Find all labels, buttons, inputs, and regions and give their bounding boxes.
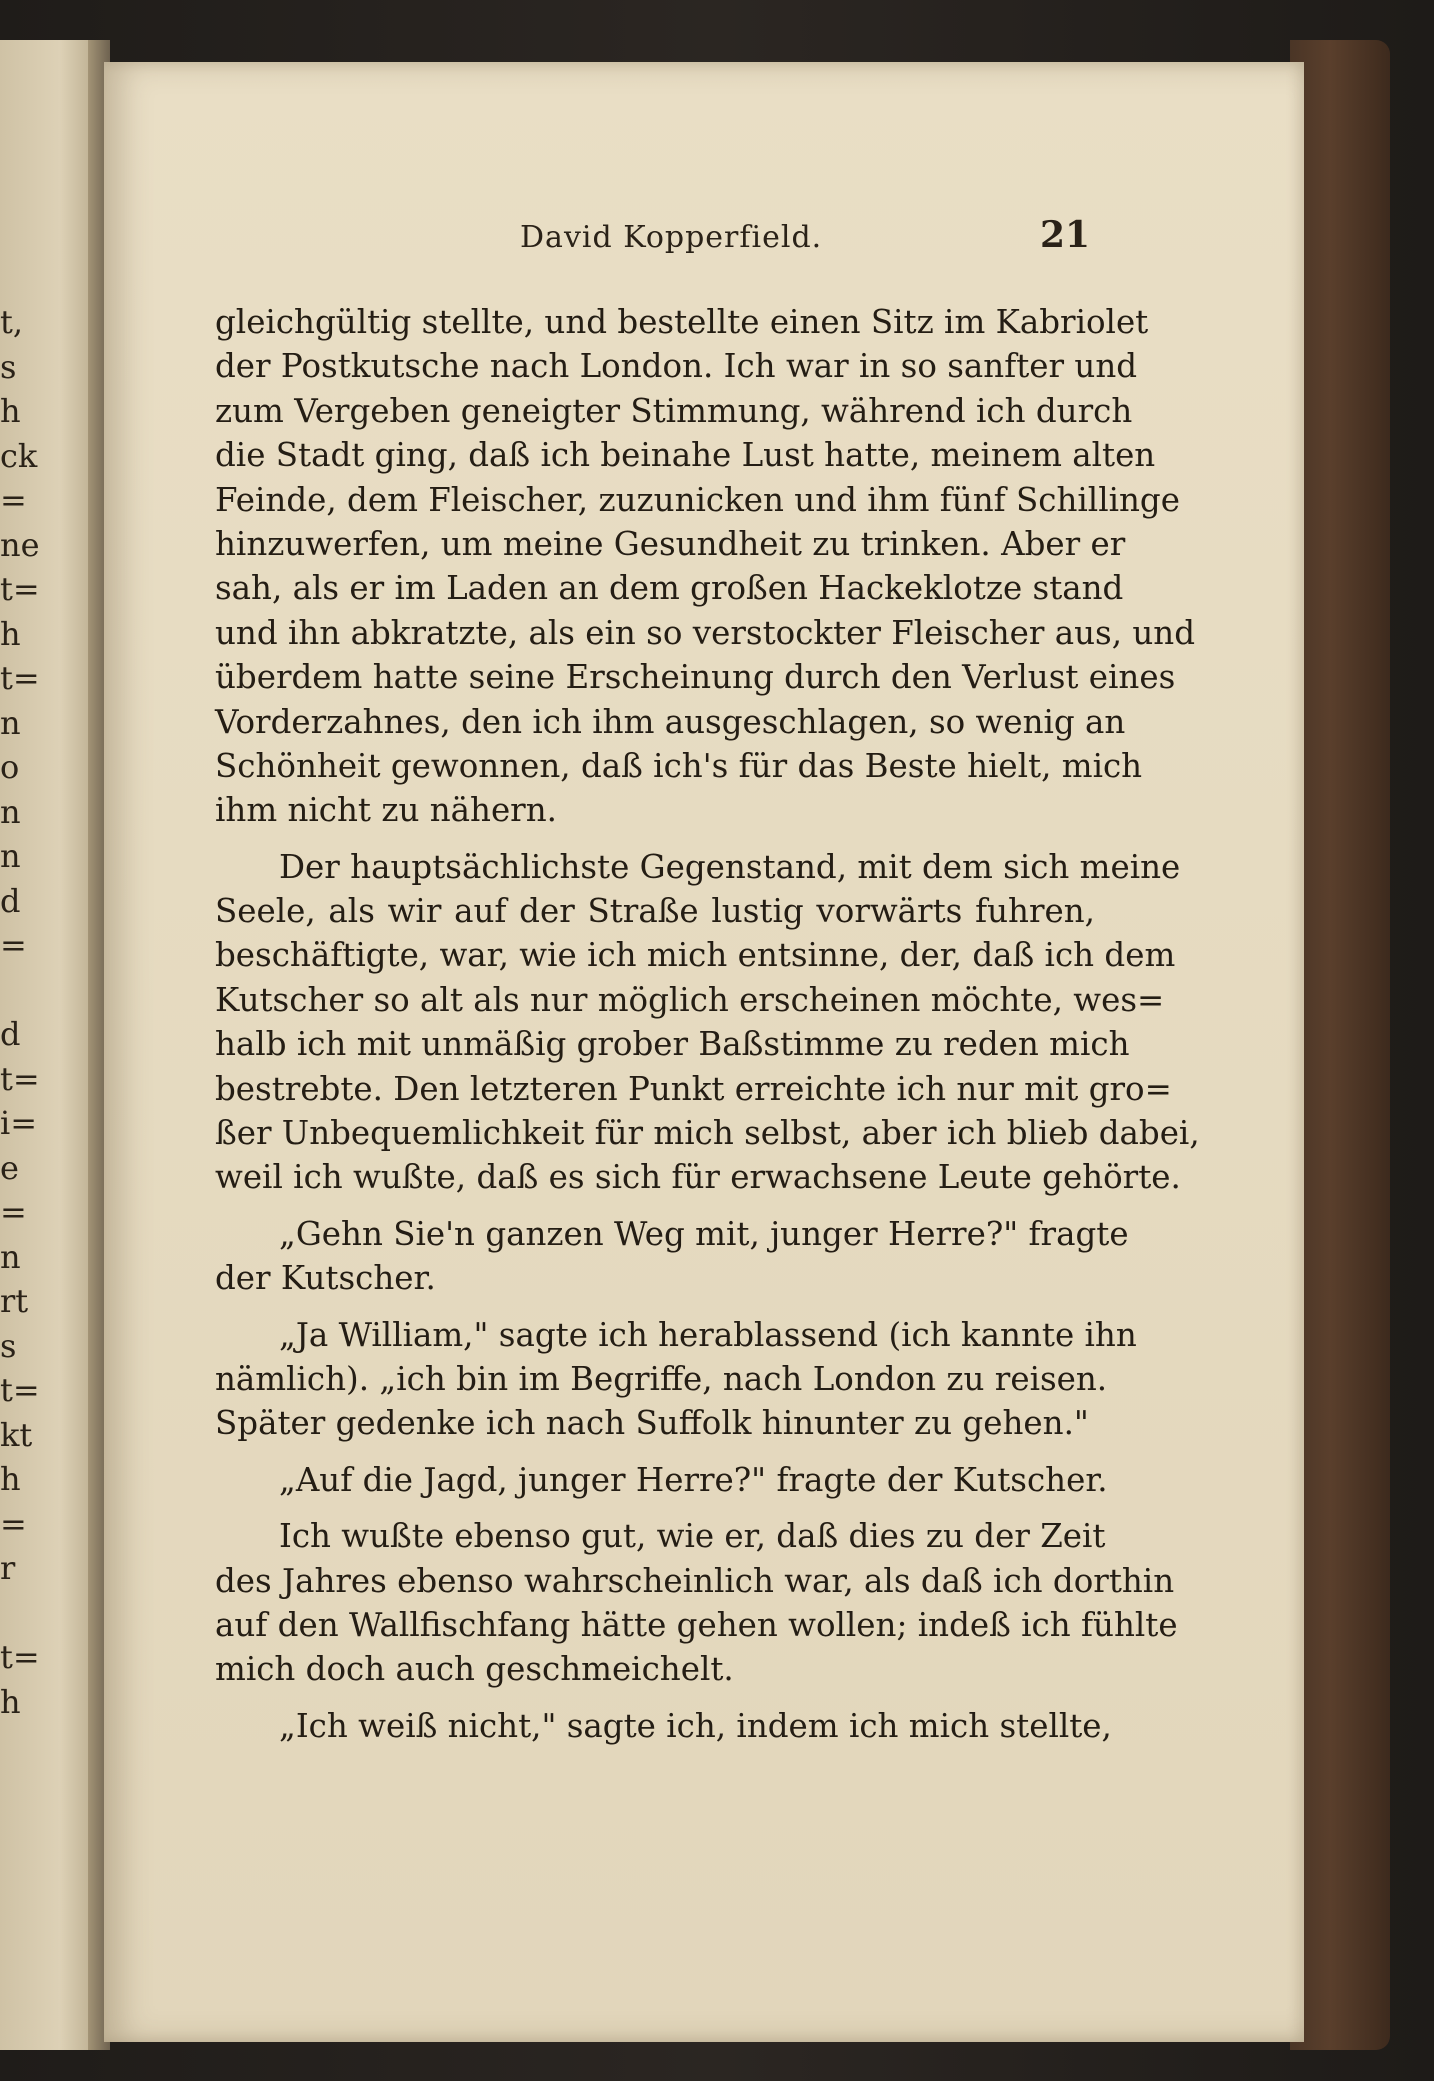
paragraph-gap bbox=[215, 833, 1095, 845]
text-line: „Ja William," sagte ich herablassend (ich kannte ihn bbox=[279, 1315, 1137, 1354]
paragraph-gap bbox=[215, 1200, 1095, 1212]
left-page-fragment bbox=[0, 968, 30, 1013]
running-head: David Kopperfield. bbox=[520, 220, 823, 255]
paragraph-gap bbox=[215, 1446, 1095, 1458]
text-line: „Auf die Jagd, junger Herre?" fragte der Kutscher. bbox=[279, 1460, 1108, 1499]
text-line: Seele, als wir auf der Straße lustig vorwärts fuhren, bbox=[215, 892, 1095, 931]
left-page-fragment: h bbox=[0, 614, 21, 653]
paragraph bbox=[215, 845, 1200, 1200]
page-number: 21 bbox=[1040, 214, 1091, 256]
text-line: halb ich mit unmäßig grober Baßstimme zu reden mich bbox=[215, 1025, 1130, 1064]
paragraph bbox=[215, 1514, 1178, 1692]
left-page-fragment: h bbox=[0, 1460, 21, 1498]
text-line: Vorderzahnes, den ich ihm ausgeschlagen, so wenig an bbox=[215, 702, 1126, 741]
text-line: mich doch auch geschmeichelt. bbox=[215, 1650, 734, 1689]
text-line: nämlich). „ich bin im Begriffe, nach London zu reisen. bbox=[215, 1359, 1108, 1398]
page-body-text bbox=[215, 300, 1200, 1748]
left-page-fragment: = bbox=[0, 1193, 27, 1231]
left-page-fragment: = bbox=[0, 926, 27, 964]
paragraph-gap bbox=[215, 1502, 1095, 1514]
left-page-fragment: t= bbox=[0, 1059, 40, 1098]
text-line: überdem hatte seine Erscheinung durch den Verlust eines bbox=[215, 658, 1176, 697]
text-line: auf den Wallfischfang hätte gehen wollen; indeß ich fühlte bbox=[215, 1605, 1178, 1644]
left-page-fragment: t= bbox=[0, 570, 40, 608]
text-line: Später gedenke ich nach Suffolk hinunter zu gehen." bbox=[215, 1404, 1089, 1443]
text-line: die Stadt ging, daß ich beinahe Lust hatte, meinem alten bbox=[215, 436, 1156, 475]
text-line: hinzuwerfen, um meine Gesundheit zu trinken. Aber er bbox=[215, 524, 1126, 563]
left-page-fragment: h bbox=[0, 392, 21, 430]
left-page-fragment: e bbox=[0, 1148, 19, 1187]
text-line: der Postkutsche nach London. Ich war in so sanfter und bbox=[215, 347, 1138, 386]
left-page-fragment: s bbox=[0, 347, 17, 386]
paragraph bbox=[215, 1458, 1108, 1502]
text-line: weil ich wußte, daß es sich für erwachsene Leute gehörte. bbox=[215, 1158, 1181, 1197]
left-page-fragment: o bbox=[0, 748, 20, 786]
text-line: Feinde, dem Fleischer, zuzunicken und ihm fünf Schillinge bbox=[215, 480, 1180, 519]
text-line: ßer Unbequemlichkeit für mich selbst, aber ich blieb dabei, bbox=[215, 1114, 1200, 1153]
paragraph-gap bbox=[215, 1301, 1095, 1313]
left-page-fragment: r bbox=[0, 1549, 16, 1587]
text-line: „Gehn Sie'n ganzen Weg mit, junger Herre?" fragte bbox=[279, 1214, 1129, 1253]
left-page-fragment: s bbox=[0, 1326, 17, 1365]
text-line: zum Vergeben geneigter Stimmung, während ich durch bbox=[215, 391, 1133, 430]
left-page-fragment: ck bbox=[0, 436, 38, 475]
paragraph bbox=[215, 1313, 1137, 1446]
left-page-fragment: h bbox=[0, 1682, 21, 1721]
text-line: und ihn abkratzte, als ein so verstockter Fleischer aus, und bbox=[215, 613, 1196, 652]
left-page-fragment: n bbox=[0, 792, 21, 831]
text-line: „Ich weiß nicht," sagte ich, indem ich mich stellte, bbox=[279, 1706, 1112, 1745]
left-page-fragment: t, bbox=[0, 303, 24, 341]
left-page-fragment: t= bbox=[0, 1638, 40, 1676]
paragraph bbox=[215, 1212, 1129, 1301]
left-page-fragment: rt bbox=[0, 1282, 29, 1320]
left-page-fragment: d bbox=[0, 881, 21, 920]
left-page-fragment bbox=[0, 1591, 30, 1636]
text-line: beschäftigte, war, wie ich mich entsinne, der, daß ich dem bbox=[215, 936, 1176, 975]
left-page-fragment: kt bbox=[0, 1415, 33, 1454]
text-line: Schönheit gewonnen, daß ich's für das Beste hielt, mich bbox=[215, 746, 1143, 785]
text-line: des Jahres ebenso wahrscheinlich war, als daß ich dorthin bbox=[215, 1561, 1175, 1600]
text-line: bestrebte. Den letzteren Punkt erreichte ich nur mit gro= bbox=[215, 1069, 1172, 1108]
text-line: Der hauptsächlichste Gegenstand, mit dem sich meine bbox=[279, 847, 1181, 886]
text-line: Ich wußte ebenso gut, wie er, daß dies zu der Zeit bbox=[279, 1517, 1106, 1556]
paragraph bbox=[215, 1704, 1112, 1748]
left-page-fragment: i= bbox=[0, 1104, 38, 1142]
left-page-fragment: ne bbox=[0, 525, 40, 564]
left-page-fragment: n bbox=[0, 703, 21, 742]
left-page-fragment: t= bbox=[0, 659, 40, 697]
left-page-fragment: = bbox=[0, 481, 27, 519]
left-page-fragment: t= bbox=[0, 1371, 40, 1409]
paragraph bbox=[215, 300, 1196, 833]
left-page-fragment: = bbox=[0, 1504, 27, 1543]
text-line: ihm nicht zu nähern. bbox=[215, 791, 557, 830]
left-page-fragment: d bbox=[0, 1015, 21, 1053]
left-page-fragment: n bbox=[0, 837, 21, 875]
text-line: gleichgültig stellte, und bestellte einen Sitz im Kabriolet bbox=[215, 303, 1149, 341]
book-cover-edge bbox=[1290, 40, 1390, 2050]
paragraph-gap bbox=[215, 1692, 1095, 1704]
text-line: sah, als er im Laden an dem großen Hackeklotze stand bbox=[215, 569, 1124, 608]
left-page-text-fragments bbox=[0, 300, 40, 1724]
left-page-fragment: n bbox=[0, 1237, 21, 1276]
text-line: der Kutscher. bbox=[215, 1259, 436, 1298]
text-line: Kutscher so alt als nur möglich erscheinen möchte, wes= bbox=[215, 980, 1165, 1019]
